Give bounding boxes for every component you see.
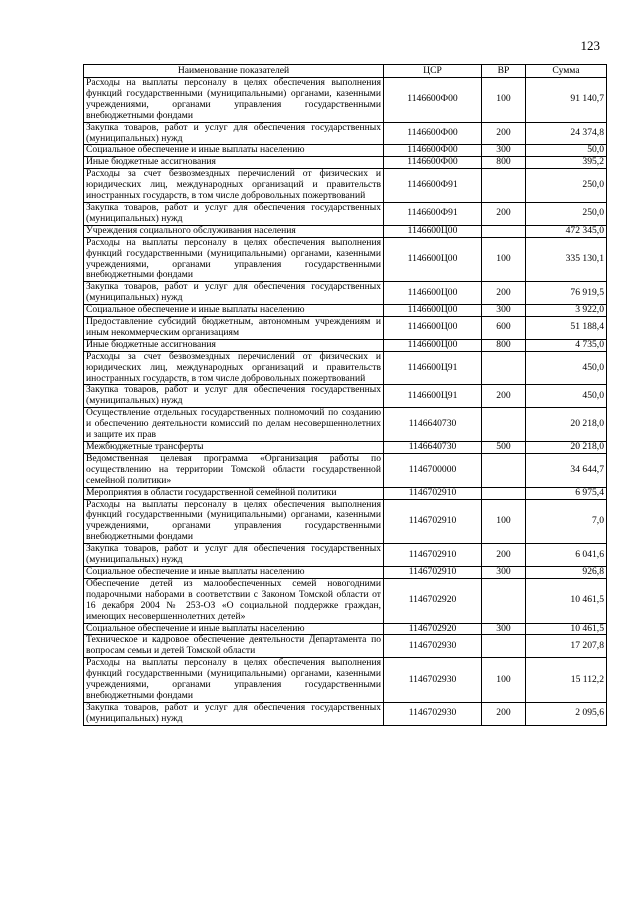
cell-csr: 1146702910 [384,499,482,544]
cell-csr: 1146600Ф91 [384,202,482,225]
cell-vr: 300 [482,623,526,635]
cell-sum: 472 345,0 [526,225,607,237]
cell-sum: 34 644,7 [526,453,607,487]
cell-csr: 1146702920 [384,623,482,635]
cell-name: Мероприятия в области государственной семейной политики [84,487,384,499]
cell-csr: 1146600Ф00 [384,145,482,157]
cell-name: Расходы за счет безвозмездных перечислений от физических и юридических лиц, международных организаций и правительств иностранных государств, в том числе добровольных пожертвований [84,351,384,385]
cell-sum: 17 207,8 [526,635,607,658]
cell-vr [482,453,526,487]
table-row [84,385,607,408]
cell-vr: 200 [482,122,526,145]
cell-csr: 1146702930 [384,658,482,703]
cell-name: Закупка товаров, работ и услуг для обеспечения государственных (муниципальных) нужд [84,702,384,725]
cell-name: Расходы за счет безвозмездных перечислений от физических и юридических лиц, международных организаций и правительств иностранных государств, в том числе добровольных пожертвований [84,169,384,203]
cell-sum: 24 374,8 [526,122,607,145]
cell-name: Осуществление отдельных государственных полномочий по созданию и обеспечению деятельности комиссий по делам несовершеннолетних и защите их прав [84,408,384,442]
cell-csr: 1146702910 [384,487,482,499]
cell-csr: 1146700000 [384,453,482,487]
table-row [84,78,607,123]
cell-vr [482,635,526,658]
cell-csr: 1146702910 [384,544,482,567]
table-row [84,623,607,635]
cell-csr: 1146600Ц00 [384,317,482,340]
table-row [84,282,607,305]
table-row [84,487,607,499]
cell-name: Закупка товаров, работ и услуг для обеспечения государственных (муниципальных) нужд [84,202,384,225]
cell-sum: 6 041,6 [526,544,607,567]
header-name: Наименование показателей [84,65,384,78]
header-csr: ЦСР [384,65,482,78]
page-number: 123 [580,38,600,53]
table-row [84,122,607,145]
table-row [84,408,607,442]
cell-csr: 1146702930 [384,635,482,658]
cell-vr: 100 [482,237,526,282]
cell-name: Социальное обеспечение и иные выплаты населению [84,305,384,317]
cell-sum: 15 112,2 [526,658,607,703]
cell-sum: 450,0 [526,351,607,385]
cell-csr: 1146600Ц00 [384,339,482,351]
cell-sum: 335 130,1 [526,237,607,282]
cell-vr: 100 [482,78,526,123]
table-row [84,702,607,725]
cell-name: Закупка товаров, работ и услуг для обеспечения государственных (муниципальных) нужд [84,282,384,305]
cell-csr: 1146600Ц00 [384,237,482,282]
table-row [84,453,607,487]
cell-sum: 250,0 [526,169,607,203]
cell-vr [482,487,526,499]
cell-vr: 800 [482,339,526,351]
table-row [84,658,607,703]
cell-sum: 6 975,4 [526,487,607,499]
cell-sum: 926,8 [526,566,607,578]
table-row [84,169,607,203]
cell-name: Социальное обеспечение и иные выплаты населению [84,566,384,578]
cell-vr: 300 [482,145,526,157]
cell-name: Расходы на выплаты персоналу в целях обеспечения выполнения функций государственными (муниципальными) органами, казенными учреждениями, органами управления государственными внебюджетными фондами [84,78,384,123]
cell-vr: 200 [482,282,526,305]
cell-sum: 20 218,0 [526,408,607,442]
cell-name: Учреждения социального обслуживания населения [84,225,384,237]
table-row [84,202,607,225]
cell-vr [482,578,526,623]
header-row [84,65,607,78]
table-row [84,237,607,282]
cell-name: Социальное обеспечение и иные выплаты населению [84,623,384,635]
cell-vr: 800 [482,157,526,169]
cell-csr: 1146640730 [384,408,482,442]
cell-name: Обеспечение детей из малообеспеченных семей новогодними подарочными наборами в соответствии с Законом Томской области от 16 декабря 2004 № 253-ОЗ «О социальной поддержке граждан, имеющих несовершеннолетних детей» [84,578,384,623]
cell-name: Закупка товаров, работ и услуг для обеспечения государственных (муниципальных) нужд [84,122,384,145]
cell-csr: 1146600Ц91 [384,385,482,408]
cell-csr: 1146600Ц00 [384,282,482,305]
cell-vr [482,169,526,203]
table-row [84,442,607,454]
cell-name: Закупка товаров, работ и услуг для обеспечения государственных (муниципальных) нужд [84,544,384,567]
cell-csr: 1146702930 [384,702,482,725]
cell-name: Иные бюджетные ассигнования [84,339,384,351]
cell-name: Расходы на выплаты персоналу в целях обеспечения выполнения функций государственными (муниципальными) органами, казенными учреждениями, органами управления государственными внебюджетными фондами [84,237,384,282]
cell-name: Социальное обеспечение и иные выплаты населению [84,145,384,157]
cell-sum: 50,0 [526,145,607,157]
cell-sum: 10 461,5 [526,623,607,635]
table-row [84,635,607,658]
table-row [84,305,607,317]
cell-csr: 1146600Ф00 [384,122,482,145]
cell-csr: 1146702910 [384,566,482,578]
cell-name: Предоставление субсидий бюджетным, автономным учреждениям и иным некоммерческим организациям [84,317,384,340]
cell-csr: 1146600Ф00 [384,157,482,169]
cell-vr: 100 [482,658,526,703]
cell-sum: 76 919,5 [526,282,607,305]
table-row [84,578,607,623]
cell-csr: 1146600Ц00 [384,305,482,317]
cell-vr: 200 [482,202,526,225]
cell-vr: 600 [482,317,526,340]
cell-vr: 100 [482,499,526,544]
cell-sum: 20 218,0 [526,442,607,454]
cell-csr: 1146600Ц00 [384,225,482,237]
header-vr: ВР [482,65,526,78]
table-row [84,566,607,578]
cell-sum: 7,0 [526,499,607,544]
budget-table [83,64,607,726]
table-body [84,78,607,726]
cell-vr: 500 [482,442,526,454]
cell-name: Межбюджетные трансферты [84,442,384,454]
cell-vr: 300 [482,305,526,317]
table-row [84,225,607,237]
table-row [84,351,607,385]
cell-name: Техническое и кадровое обеспечение деятельности Департамента по вопросам семьи и детей Томской области [84,635,384,658]
cell-sum: 450,0 [526,385,607,408]
cell-vr: 200 [482,702,526,725]
cell-vr: 200 [482,544,526,567]
cell-name: Ведомственная целевая программа «Организация работы по осуществлению на территории Томской области государственной семейной политики» [84,453,384,487]
cell-csr: 1146600Ц91 [384,351,482,385]
table-row [84,499,607,544]
cell-sum: 10 461,5 [526,578,607,623]
table-header [84,65,607,78]
header-sum: Сумма [526,65,607,78]
cell-vr [482,351,526,385]
cell-csr: 1146640730 [384,442,482,454]
cell-sum: 3 922,0 [526,305,607,317]
table-row [84,317,607,340]
table-row [84,544,607,567]
cell-vr: 200 [482,385,526,408]
cell-vr: 300 [482,566,526,578]
cell-csr: 1146600Ф91 [384,169,482,203]
cell-csr: 1146702920 [384,578,482,623]
table-row [84,157,607,169]
cell-vr [482,225,526,237]
cell-csr: 1146600Ф00 [384,78,482,123]
cell-sum: 2 095,6 [526,702,607,725]
cell-name: Закупка товаров, работ и услуг для обеспечения государственных (муниципальных) нужд [84,385,384,408]
cell-name: Иные бюджетные ассигнования [84,157,384,169]
cell-name: Расходы на выплаты персоналу в целях обеспечения выполнения функций государственными (муниципальными) органами, казенными учреждениями, органами управления государственными внебюджетными фондами [84,499,384,544]
table-row [84,339,607,351]
cell-sum: 51 188,4 [526,317,607,340]
cell-vr [482,408,526,442]
cell-sum: 91 140,7 [526,78,607,123]
table-row [84,145,607,157]
cell-sum: 4 735,0 [526,339,607,351]
cell-sum: 250,0 [526,202,607,225]
cell-name: Расходы на выплаты персоналу в целях обеспечения выполнения функций государственными (муниципальными) органами, казенными учреждениями, органами управления государственными внебюджетными фондами [84,658,384,703]
cell-sum: 395,2 [526,157,607,169]
